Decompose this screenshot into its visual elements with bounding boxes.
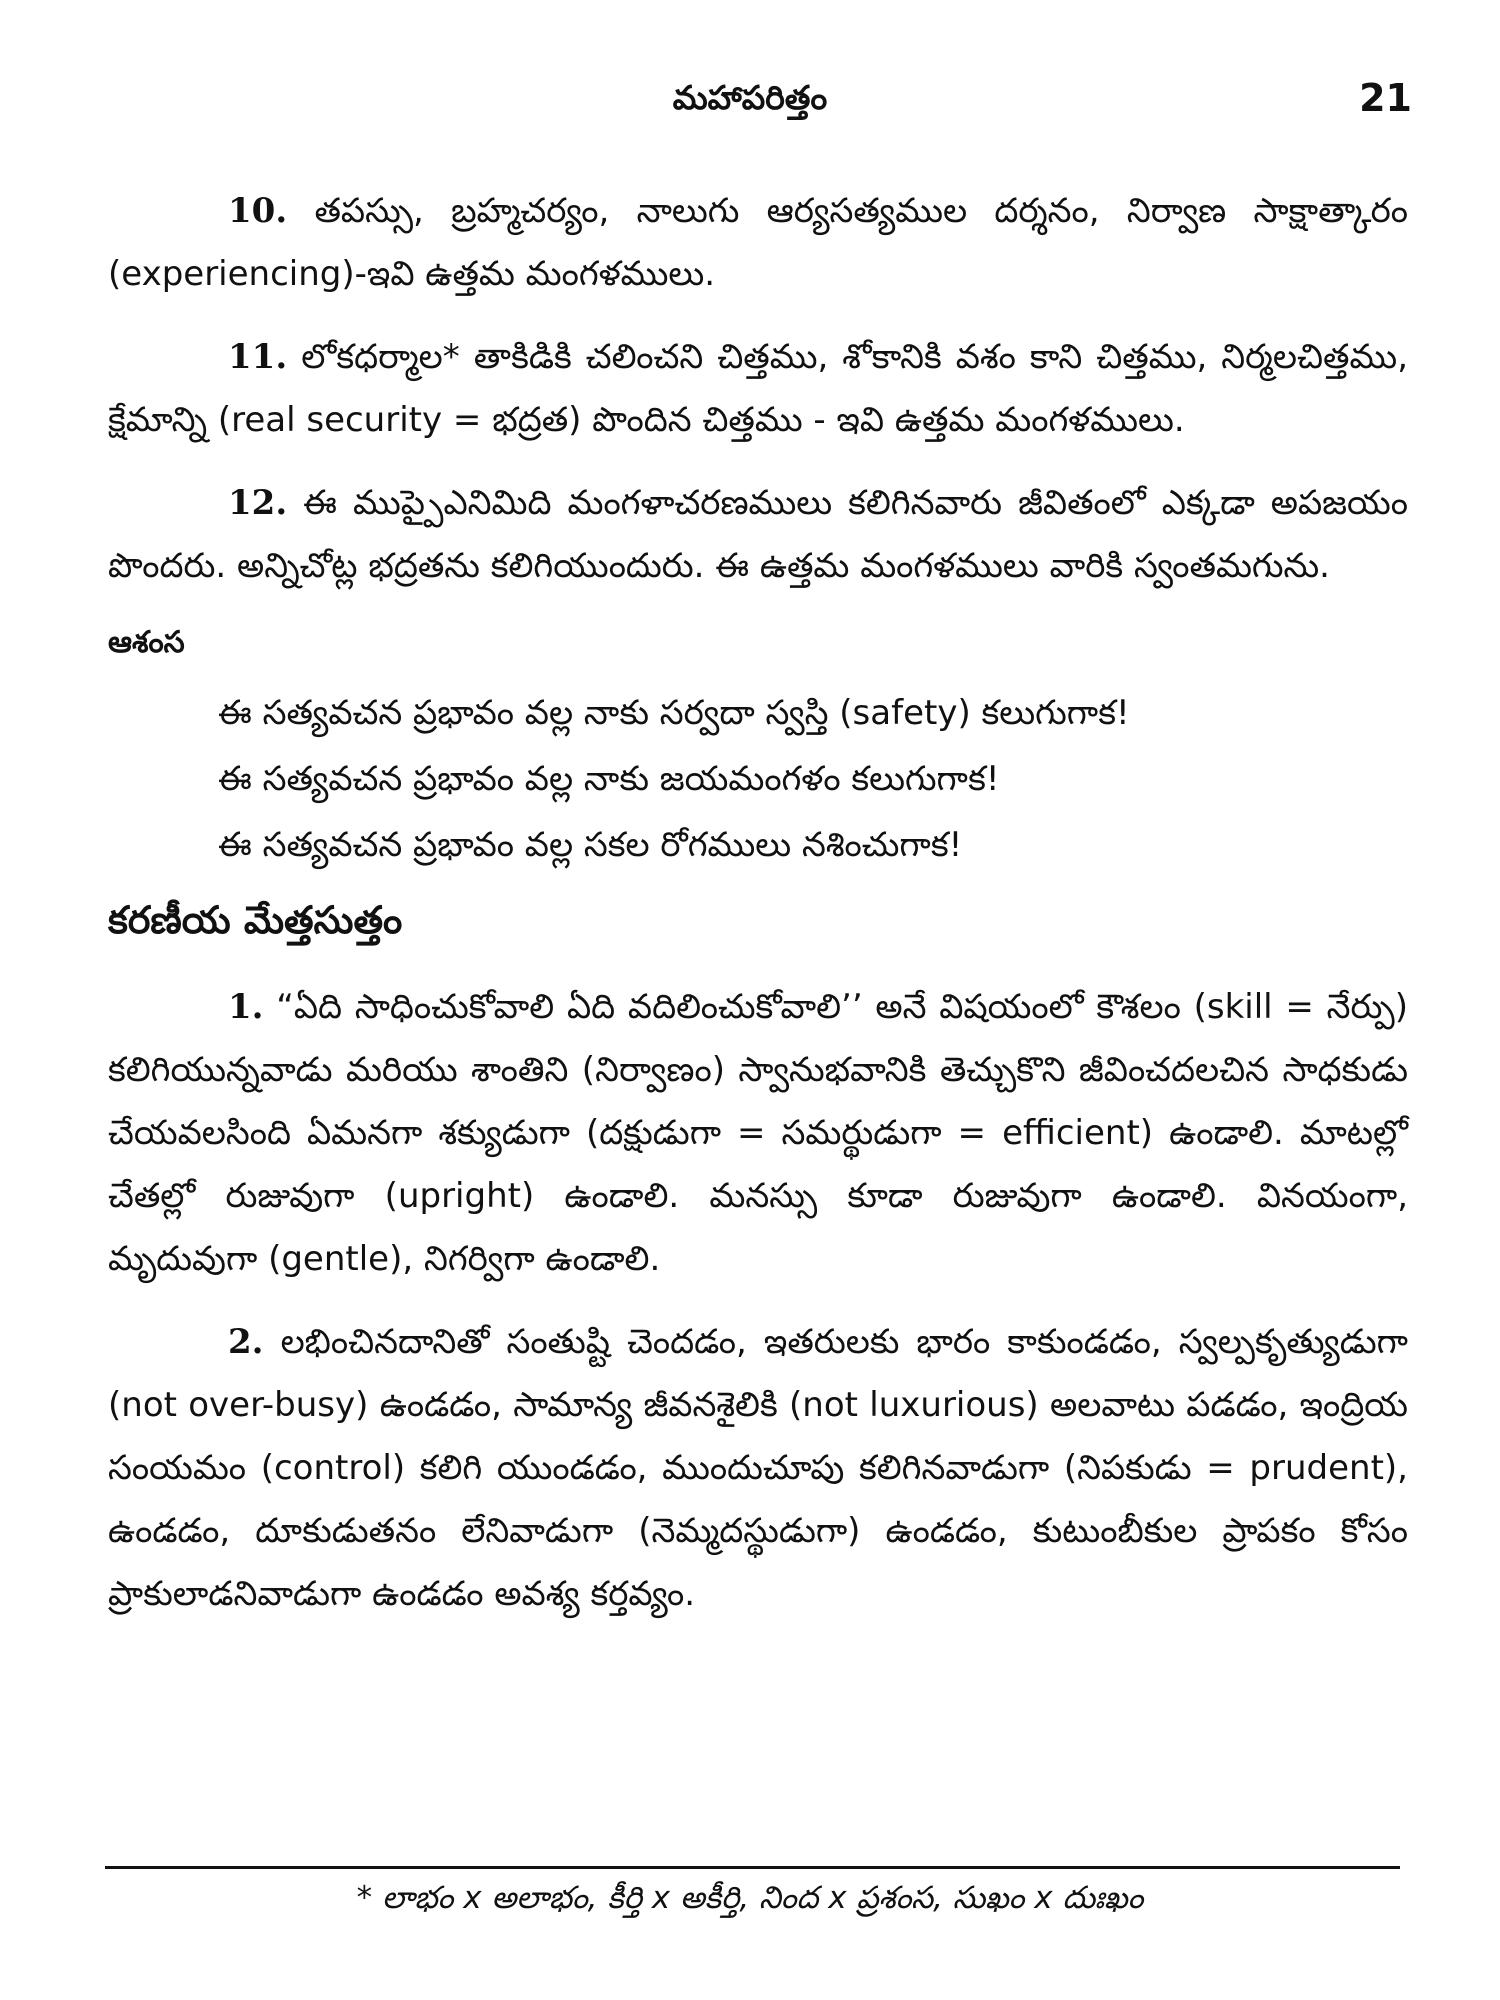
verse-line: ఈ సత్యవచన ప్రభావం వల్ల నాకు సర్వదా స్వస్తి (safety) కలుగుగాక! [218, 693, 1130, 733]
section-heading-karaniya-metta-sutta: కరణీయ మేత్తసుత్తం [108, 898, 403, 942]
paragraph-number: 2. [228, 1322, 264, 1362]
paragraph-10 [108, 180, 1408, 306]
page-header-title: మహాపరిత్తం [672, 78, 828, 117]
paragraph-text: లోకధర్మాల* తాకిడికి చలించని చిత్తము, శోకానికి వశం కాని చిత్తము, నిర్మలచిత్తము, క్షేమాన్ని (real security = భద్రత) పొందిన చిత్తము - ఇవి ఉత్తమ మంగళములు. [108, 337, 1409, 440]
paragraph-number: 11. [228, 337, 288, 377]
paragraph-number: 1. [228, 987, 264, 1027]
paragraph-11 [108, 326, 1408, 452]
section-heading-ashamsa: ఆశంస [108, 625, 185, 660]
paragraph-text: లభించినదానితో సంతుష్టి చెందడం, ఇతరులకు భారం కాకుండడం, స్వల్పకృత్యుడుగా (not over-busy) ఉండడం, సామాన్య జీవనశైలికి (not luxurious) అలవాటు పడడం, ఇంద్రియ సంయమం (control) కలిగి యుండడం, ముందుచూపు కలిగినవాడుగా (నిపకుడు = prudent), ఉండడం, దూకుడుతనం లేనివాడుగా (నెమ్మదస్థుడుగా) ఉండడం, కుటుంబీకుల ప్రాపకం కోసం ప్రాకులాడనివాడుగా ఉండడం అవశ్య కర్తవ్యం. [108, 1322, 1408, 1614]
blessing-verses [108, 680, 1408, 878]
verse-line: ఈ సత్యవచన ప్రభావం వల్ల నాకు జయమంగళం కలుగుగాక! [218, 759, 1000, 799]
paragraph-text: ఈ ముప్పైఎనిమిది మంగళాచరణములు కలిగినవారు జీవితంలో ఎక్కడా అపజయం పొందరు. అన్నిచోట్ల భద్రతను కలిగియుందురు. ఈ ఉత్తమ మంగళములు వారికి స్వంతమగును. [108, 483, 1409, 586]
paragraph-number: 10. [228, 191, 288, 231]
verse-line: ఈ సత్యవచన ప్రభావం వల్ల సకల రోగములు నశించుగాక! [218, 825, 963, 865]
footnote-divider [105, 1866, 1400, 1869]
paragraph-2 [108, 1311, 1408, 1626]
paragraph-text: “ఏది సాధించుకోవాలి ఏది వదిలించుకోవాలి’’ అనే విషయంలో కౌశలం (skill = నేర్పు) కలిగియున్నవాడు మరియు శాంతిని (నిర్వాణం) స్వానుభవానికి తెచ్చుకొని జీవించదలచిన సాధకుడు చేయవలసింది ఏమనగా శక్యుడుగా (దక్షుడుగా = సమర్థుడుగా = efficient) ఉండాలి. మాటల్లో చేతల్లో రుజువుగా (upright) ఉండాలి. మనస్సు కూడా రుజువుగా ఉండాలి. వినయంగా, మృదువుగా (gentle), నిగర్విగా ఉండాలి. [108, 987, 1408, 1279]
page-number: 21 [1359, 76, 1412, 120]
paragraph-text: తపస్సు, బ్రహ్మచర్యం, నాలుగు ఆర్యసత్యముల దర్శనం, నిర్వాణ సాక్షాత్కారం (experiencing)-ఇవి ఉత్తమ మంగళములు. [108, 191, 1409, 294]
paragraph-number: 12. [228, 483, 288, 523]
body-text [108, 180, 1408, 1646]
footnote: * లాభం x అలాభం, కీర్తి x అకీర్తి, నింద x ప్రశంస, సుఖం x దుఃఖం [356, 1880, 1144, 1916]
paragraph-12 [108, 472, 1408, 598]
paragraph-1 [108, 976, 1408, 1291]
